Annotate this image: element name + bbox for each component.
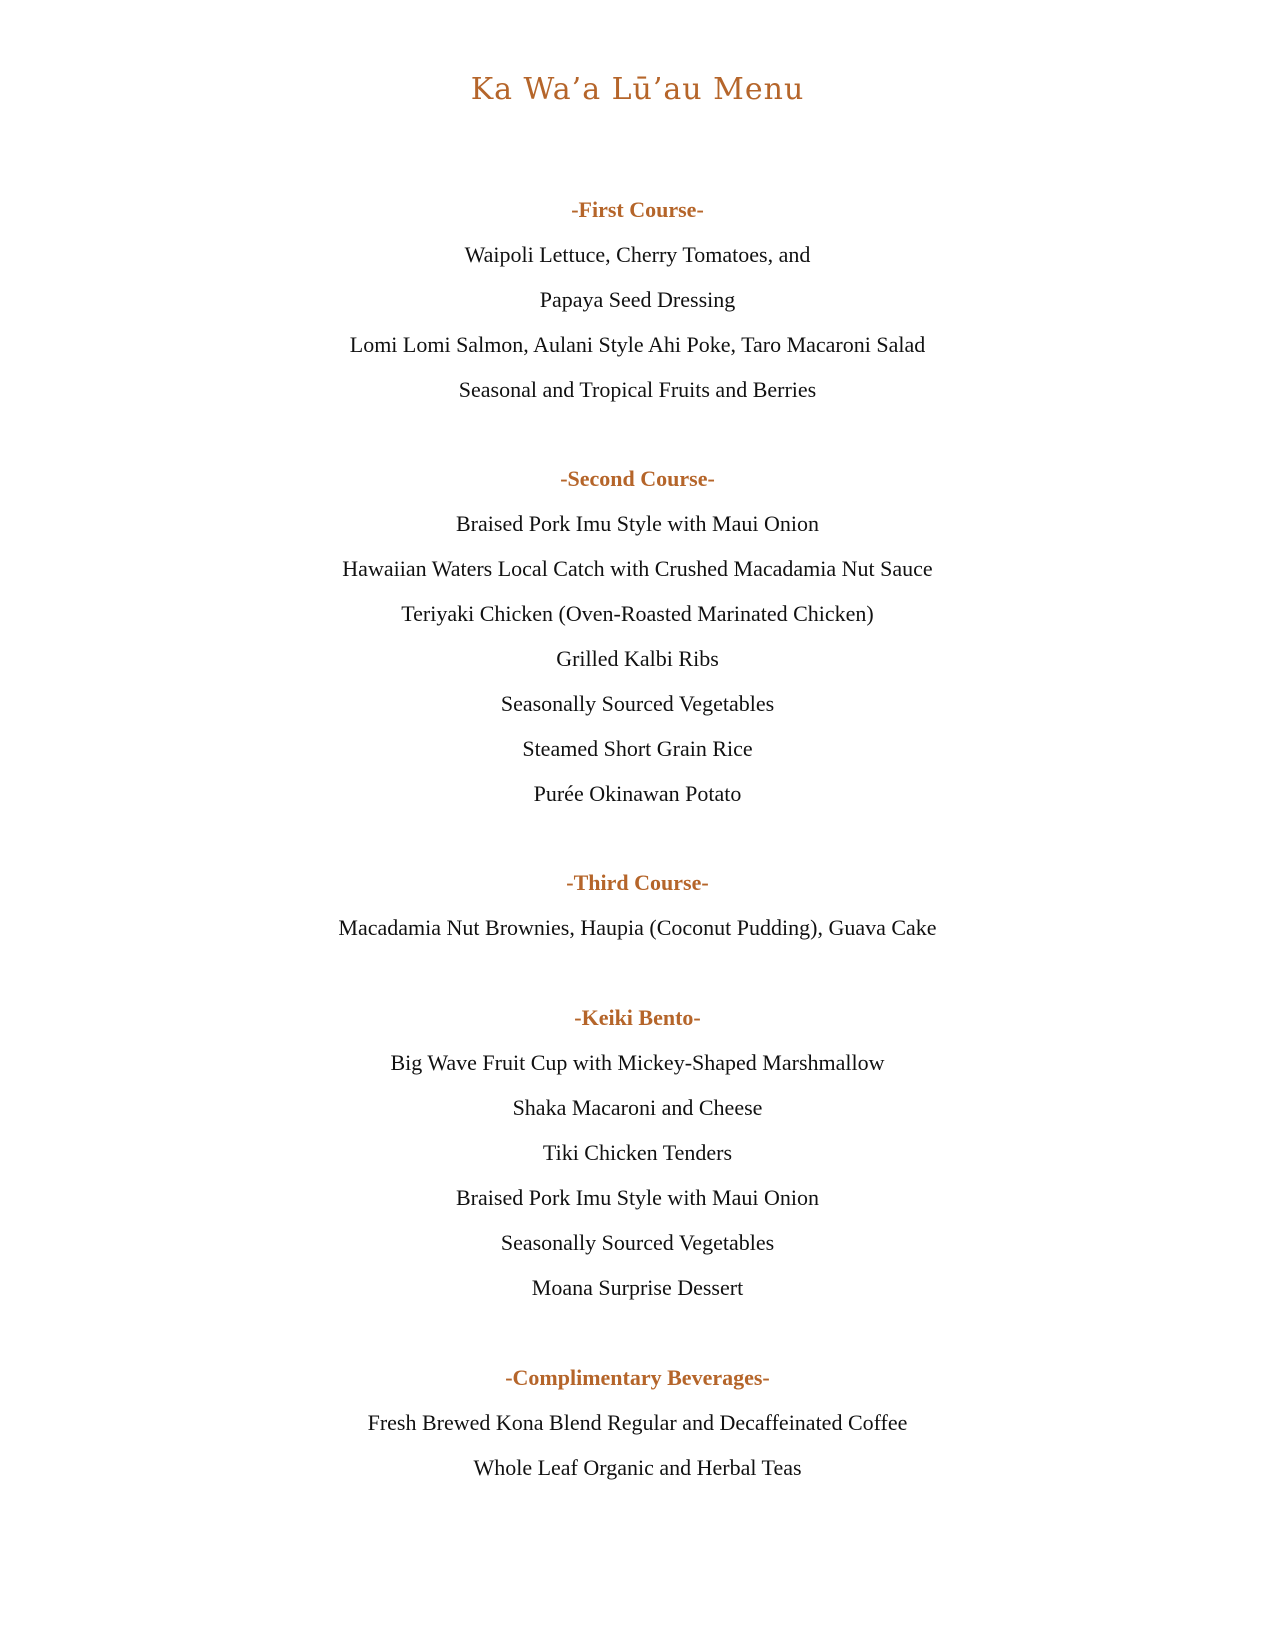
menu-item: Macadamia Nut Brownies, Haupia (Coconut Pudding), Guava Cake [338, 915, 937, 940]
menu-item: Hawaiian Waters Local Catch with Crushed Macadamia Nut Sauce [342, 556, 933, 581]
section-first-course [0, 187, 1275, 412]
section-second-course [0, 456, 1275, 816]
menu-item: Seasonally Sourced Vegetables [500, 1230, 775, 1255]
menu-item: Whole Leaf Organic and Herbal Teas [473, 1455, 802, 1480]
section-keiki-bento [0, 995, 1275, 1310]
menu-item: Braised Pork Imu Style with Maui Onion [456, 1185, 819, 1210]
section-heading: -Keiki Bento- [574, 1005, 701, 1030]
menu-title: Ka Wa’a Lū’au Menu [470, 72, 805, 107]
section-heading: -Complimentary Beverages- [505, 1365, 770, 1390]
menu-item: Grilled Kalbi Ribs [556, 646, 719, 671]
menu-item: Teriyaki Chicken (Oven-Roasted Marinated Chicken) [401, 601, 874, 626]
menu-item: Moana Surprise Dessert [531, 1275, 744, 1300]
menu-item: Braised Pork Imu Style with Maui Onion [456, 511, 819, 536]
section-heading: -Third Course- [566, 870, 709, 895]
section-complimentary-beverages [0, 1355, 1275, 1490]
menu-item: Tiki Chicken Tenders [542, 1140, 733, 1165]
menu-item: Seasonal and Tropical Fruits and Berries [458, 377, 817, 402]
menu-item: Shaka Macaroni and Cheese [512, 1095, 763, 1120]
section-heading: -Second Course- [560, 466, 715, 491]
menu-item: Steamed Short Grain Rice [522, 736, 753, 761]
menu-item: Waipoli Lettuce, Cherry Tomatoes, and [464, 242, 811, 267]
menu-item: Fresh Brewed Kona Blend Regular and Decaffeinated Coffee [367, 1410, 908, 1435]
menu-item: Big Wave Fruit Cup with Mickey-Shaped Marshmallow [390, 1050, 885, 1075]
menu-item: Papaya Seed Dressing [539, 287, 736, 312]
section-third-course [0, 860, 1275, 950]
section-heading: -First Course- [571, 197, 704, 222]
menu-item: Seasonally Sourced Vegetables [500, 691, 775, 716]
menu-item: Lomi Lomi Salmon, Aulani Style Ahi Poke, Taro Macaroni Salad [349, 332, 926, 357]
menu-item: Purée Okinawan Potato [533, 781, 742, 806]
